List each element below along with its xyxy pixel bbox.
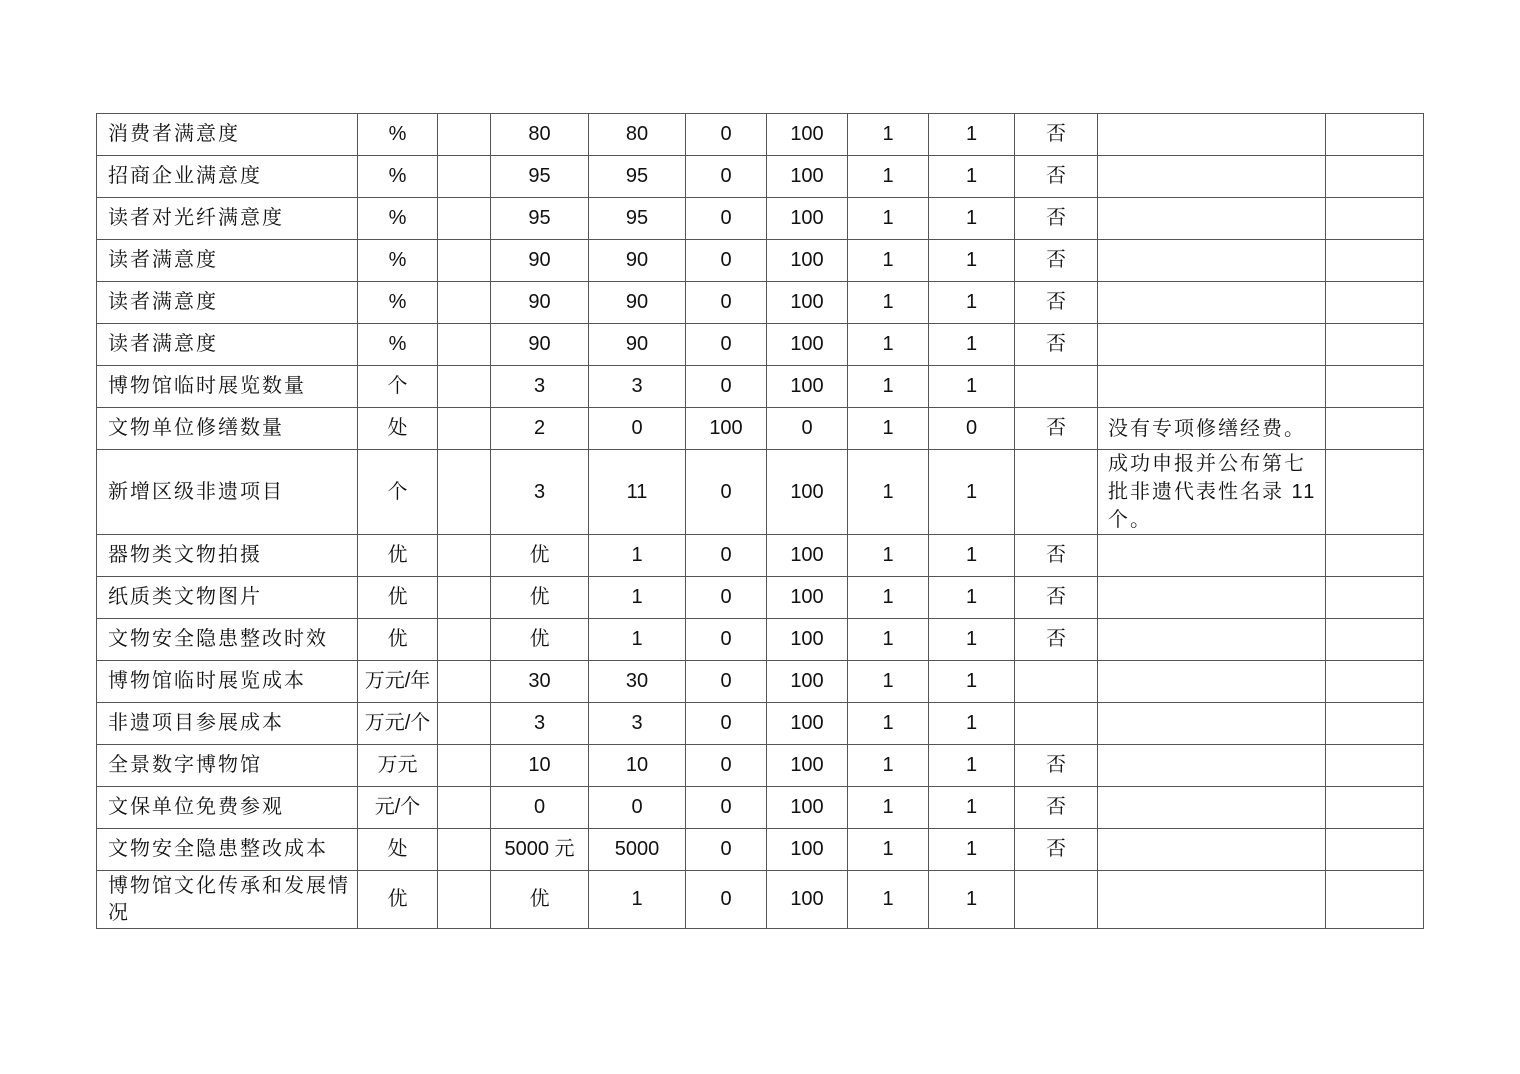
actual-value-cell: 5000 — [589, 829, 686, 871]
blank-cell — [438, 871, 491, 929]
weight-cell: 1 — [848, 745, 929, 787]
actual-value-cell: 11 — [589, 450, 686, 535]
unit-cell: 元/个 — [358, 787, 438, 829]
deviation-cell: 0 — [686, 829, 767, 871]
actual-value-cell: 30 — [589, 661, 686, 703]
table-row — [97, 240, 1424, 282]
extra-cell — [1326, 787, 1424, 829]
extra-cell — [1326, 829, 1424, 871]
weight-cell: 1 — [848, 703, 929, 745]
score-cell: 1 — [929, 661, 1015, 703]
indicator-name-cell: 消费者满意度 — [97, 114, 358, 156]
flag-cell — [1015, 450, 1098, 535]
indicator-name-cell: 文物单位修缮数量 — [97, 408, 358, 450]
table-row — [97, 198, 1424, 240]
completion-rate-cell: 100 — [767, 450, 848, 535]
weight-cell: 1 — [848, 787, 929, 829]
score-cell: 1 — [929, 324, 1015, 366]
flag-cell: 否 — [1015, 114, 1098, 156]
completion-rate-cell: 100 — [767, 114, 848, 156]
actual-value-cell: 1 — [589, 577, 686, 619]
blank-cell — [438, 324, 491, 366]
extra-cell — [1326, 156, 1424, 198]
indicator-name-cell: 博物馆临时展览成本 — [97, 661, 358, 703]
note-cell — [1098, 282, 1326, 324]
score-cell: 0 — [929, 408, 1015, 450]
note-cell — [1098, 366, 1326, 408]
completion-rate-cell: 100 — [767, 829, 848, 871]
deviation-cell: 0 — [686, 871, 767, 929]
deviation-cell: 0 — [686, 198, 767, 240]
blank-cell — [438, 829, 491, 871]
score-cell: 1 — [929, 366, 1015, 408]
note-cell — [1098, 577, 1326, 619]
extra-cell — [1326, 114, 1424, 156]
flag-cell: 否 — [1015, 535, 1098, 577]
extra-cell — [1326, 619, 1424, 661]
target-value-cell: 0 — [491, 787, 589, 829]
actual-value-cell: 90 — [589, 240, 686, 282]
target-value-cell: 3 — [491, 366, 589, 408]
flag-cell — [1015, 703, 1098, 745]
extra-cell — [1326, 450, 1424, 535]
note-cell — [1098, 619, 1326, 661]
indicator-name-cell: 读者对光纤满意度 — [97, 198, 358, 240]
blank-cell — [438, 366, 491, 408]
target-value-cell: 2 — [491, 408, 589, 450]
note-cell — [1098, 829, 1326, 871]
target-value-cell: 优 — [491, 619, 589, 661]
target-value-cell: 优 — [491, 577, 589, 619]
note-cell: 没有专项修缮经费。 — [1098, 408, 1326, 450]
target-value-cell: 30 — [491, 661, 589, 703]
indicator-name-cell: 文物安全隐患整改成本 — [97, 829, 358, 871]
extra-cell — [1326, 282, 1424, 324]
actual-value-cell: 95 — [589, 156, 686, 198]
blank-cell — [438, 745, 491, 787]
indicator-name-cell: 纸质类文物图片 — [97, 577, 358, 619]
actual-value-cell: 3 — [589, 703, 686, 745]
target-value-cell: 5000 元 — [491, 829, 589, 871]
target-value-cell: 优 — [491, 535, 589, 577]
flag-cell: 否 — [1015, 198, 1098, 240]
deviation-cell: 0 — [686, 703, 767, 745]
deviation-cell: 0 — [686, 535, 767, 577]
extra-cell — [1326, 198, 1424, 240]
completion-rate-cell: 100 — [767, 577, 848, 619]
actual-value-cell: 1 — [589, 871, 686, 929]
score-cell: 1 — [929, 871, 1015, 929]
blank-cell — [438, 156, 491, 198]
deviation-cell: 0 — [686, 745, 767, 787]
deviation-cell: 0 — [686, 114, 767, 156]
completion-rate-cell: 100 — [767, 240, 848, 282]
score-cell: 1 — [929, 114, 1015, 156]
score-cell: 1 — [929, 829, 1015, 871]
note-cell — [1098, 156, 1326, 198]
extra-cell — [1326, 240, 1424, 282]
score-cell: 1 — [929, 787, 1015, 829]
table-row — [97, 324, 1424, 366]
weight-cell: 1 — [848, 156, 929, 198]
target-value-cell: 优 — [491, 871, 589, 929]
flag-cell: 否 — [1015, 156, 1098, 198]
actual-value-cell: 10 — [589, 745, 686, 787]
extra-cell — [1326, 577, 1424, 619]
indicator-name-cell: 新增区级非遗项目 — [97, 450, 358, 535]
actual-value-cell: 3 — [589, 366, 686, 408]
unit-cell: % — [358, 240, 438, 282]
unit-cell: 万元/年 — [358, 661, 438, 703]
weight-cell: 1 — [848, 324, 929, 366]
blank-cell — [438, 198, 491, 240]
weight-cell: 1 — [848, 198, 929, 240]
note-cell — [1098, 871, 1326, 929]
blank-cell — [438, 408, 491, 450]
weight-cell: 1 — [848, 282, 929, 324]
indicator-name-cell: 读者满意度 — [97, 240, 358, 282]
weight-cell: 1 — [848, 366, 929, 408]
note-cell — [1098, 114, 1326, 156]
blank-cell — [438, 240, 491, 282]
score-cell: 1 — [929, 703, 1015, 745]
extra-cell — [1326, 661, 1424, 703]
completion-rate-cell: 100 — [767, 619, 848, 661]
unit-cell: 万元 — [358, 745, 438, 787]
actual-value-cell: 1 — [589, 619, 686, 661]
indicator-name-cell: 招商企业满意度 — [97, 156, 358, 198]
table-row — [97, 703, 1424, 745]
completion-rate-cell: 100 — [767, 324, 848, 366]
table-row — [97, 282, 1424, 324]
flag-cell: 否 — [1015, 408, 1098, 450]
unit-cell: 处 — [358, 829, 438, 871]
score-cell: 1 — [929, 577, 1015, 619]
actual-value-cell: 0 — [589, 787, 686, 829]
target-value-cell: 10 — [491, 745, 589, 787]
indicator-name-cell: 读者满意度 — [97, 282, 358, 324]
flag-cell: 否 — [1015, 240, 1098, 282]
target-value-cell: 3 — [491, 450, 589, 535]
note-cell — [1098, 240, 1326, 282]
extra-cell — [1326, 366, 1424, 408]
note-cell: 成功申报并公布第七批非遗代表性名录 11 个。 — [1098, 450, 1326, 535]
score-cell: 1 — [929, 745, 1015, 787]
blank-cell — [438, 661, 491, 703]
unit-cell: 处 — [358, 408, 438, 450]
note-cell — [1098, 661, 1326, 703]
deviation-cell: 0 — [686, 577, 767, 619]
target-value-cell: 95 — [491, 156, 589, 198]
weight-cell: 1 — [848, 661, 929, 703]
unit-cell: 万元/个 — [358, 703, 438, 745]
unit-cell: 优 — [358, 619, 438, 661]
unit-cell: % — [358, 156, 438, 198]
table-row — [97, 787, 1424, 829]
target-value-cell: 90 — [491, 282, 589, 324]
score-cell: 1 — [929, 240, 1015, 282]
table-body — [97, 114, 1424, 929]
extra-cell — [1326, 408, 1424, 450]
table-row — [97, 745, 1424, 787]
extra-cell — [1326, 324, 1424, 366]
target-value-cell: 3 — [491, 703, 589, 745]
actual-value-cell: 0 — [589, 408, 686, 450]
extra-cell — [1326, 745, 1424, 787]
flag-cell — [1015, 366, 1098, 408]
completion-rate-cell: 100 — [767, 703, 848, 745]
score-cell: 1 — [929, 198, 1015, 240]
deviation-cell: 0 — [686, 282, 767, 324]
unit-cell: 优 — [358, 871, 438, 929]
completion-rate-cell: 100 — [767, 366, 848, 408]
actual-value-cell: 95 — [589, 198, 686, 240]
blank-cell — [438, 619, 491, 661]
deviation-cell: 0 — [686, 366, 767, 408]
extra-cell — [1326, 535, 1424, 577]
completion-rate-cell: 100 — [767, 745, 848, 787]
deviation-cell: 100 — [686, 408, 767, 450]
actual-value-cell: 1 — [589, 535, 686, 577]
blank-cell — [438, 535, 491, 577]
blank-cell — [438, 577, 491, 619]
weight-cell: 1 — [848, 450, 929, 535]
actual-value-cell: 90 — [589, 282, 686, 324]
blank-cell — [438, 703, 491, 745]
unit-cell: % — [358, 114, 438, 156]
target-value-cell: 95 — [491, 198, 589, 240]
unit-cell: % — [358, 198, 438, 240]
indicator-name-cell: 非遗项目参展成本 — [97, 703, 358, 745]
actual-value-cell: 90 — [589, 324, 686, 366]
indicator-name-cell: 文保单位免费参观 — [97, 787, 358, 829]
extra-cell — [1326, 871, 1424, 929]
target-value-cell: 80 — [491, 114, 589, 156]
actual-value-cell: 80 — [589, 114, 686, 156]
score-cell: 1 — [929, 282, 1015, 324]
completion-rate-cell: 100 — [767, 787, 848, 829]
completion-rate-cell: 100 — [767, 156, 848, 198]
unit-cell: 优 — [358, 577, 438, 619]
completion-rate-cell: 100 — [767, 282, 848, 324]
blank-cell — [438, 450, 491, 535]
table-row — [97, 366, 1424, 408]
note-cell — [1098, 324, 1326, 366]
table-row — [97, 114, 1424, 156]
weight-cell: 1 — [848, 871, 929, 929]
indicator-name-cell: 博物馆文化传承和发展情况 — [97, 871, 358, 929]
score-cell: 1 — [929, 535, 1015, 577]
weight-cell: 1 — [848, 240, 929, 282]
weight-cell: 1 — [848, 829, 929, 871]
table-row — [97, 408, 1424, 450]
flag-cell: 否 — [1015, 619, 1098, 661]
flag-cell: 否 — [1015, 577, 1098, 619]
table-row — [97, 450, 1424, 535]
completion-rate-cell: 100 — [767, 661, 848, 703]
blank-cell — [438, 787, 491, 829]
note-cell — [1098, 535, 1326, 577]
unit-cell: 优 — [358, 535, 438, 577]
weight-cell: 1 — [848, 114, 929, 156]
indicator-name-cell: 器物类文物拍摄 — [97, 535, 358, 577]
deviation-cell: 0 — [686, 661, 767, 703]
indicator-name-cell: 全景数字博物馆 — [97, 745, 358, 787]
completion-rate-cell: 100 — [767, 198, 848, 240]
weight-cell: 1 — [848, 535, 929, 577]
indicator-name-cell: 文物安全隐患整改时效 — [97, 619, 358, 661]
indicator-name-cell: 读者满意度 — [97, 324, 358, 366]
score-cell: 1 — [929, 156, 1015, 198]
completion-rate-cell: 100 — [767, 535, 848, 577]
unit-cell: 个 — [358, 366, 438, 408]
table-row — [97, 577, 1424, 619]
flag-cell: 否 — [1015, 787, 1098, 829]
weight-cell: 1 — [848, 577, 929, 619]
table-row — [97, 661, 1424, 703]
extra-cell — [1326, 703, 1424, 745]
flag-cell: 否 — [1015, 282, 1098, 324]
table-row — [97, 156, 1424, 198]
indicator-name-cell: 博物馆临时展览数量 — [97, 366, 358, 408]
table-row — [97, 535, 1424, 577]
table-row — [97, 829, 1424, 871]
table-row — [97, 619, 1424, 661]
table-row — [97, 871, 1424, 929]
deviation-cell: 0 — [686, 619, 767, 661]
flag-cell: 否 — [1015, 324, 1098, 366]
note-cell — [1098, 703, 1326, 745]
flag-cell — [1015, 661, 1098, 703]
target-value-cell: 90 — [491, 324, 589, 366]
flag-cell: 否 — [1015, 829, 1098, 871]
note-cell — [1098, 787, 1326, 829]
completion-rate-cell: 0 — [767, 408, 848, 450]
deviation-cell: 0 — [686, 156, 767, 198]
deviation-cell: 0 — [686, 240, 767, 282]
weight-cell: 1 — [848, 619, 929, 661]
deviation-cell: 0 — [686, 450, 767, 535]
deviation-cell: 0 — [686, 787, 767, 829]
completion-rate-cell: 100 — [767, 871, 848, 929]
score-cell: 1 — [929, 450, 1015, 535]
weight-cell: 1 — [848, 408, 929, 450]
target-value-cell: 90 — [491, 240, 589, 282]
note-cell — [1098, 745, 1326, 787]
score-cell: 1 — [929, 619, 1015, 661]
unit-cell: % — [358, 282, 438, 324]
deviation-cell: 0 — [686, 324, 767, 366]
unit-cell: 个 — [358, 450, 438, 535]
performance-indicator-table — [96, 113, 1424, 929]
unit-cell: % — [358, 324, 438, 366]
blank-cell — [438, 114, 491, 156]
blank-cell — [438, 282, 491, 324]
flag-cell: 否 — [1015, 745, 1098, 787]
flag-cell — [1015, 871, 1098, 929]
note-cell — [1098, 198, 1326, 240]
